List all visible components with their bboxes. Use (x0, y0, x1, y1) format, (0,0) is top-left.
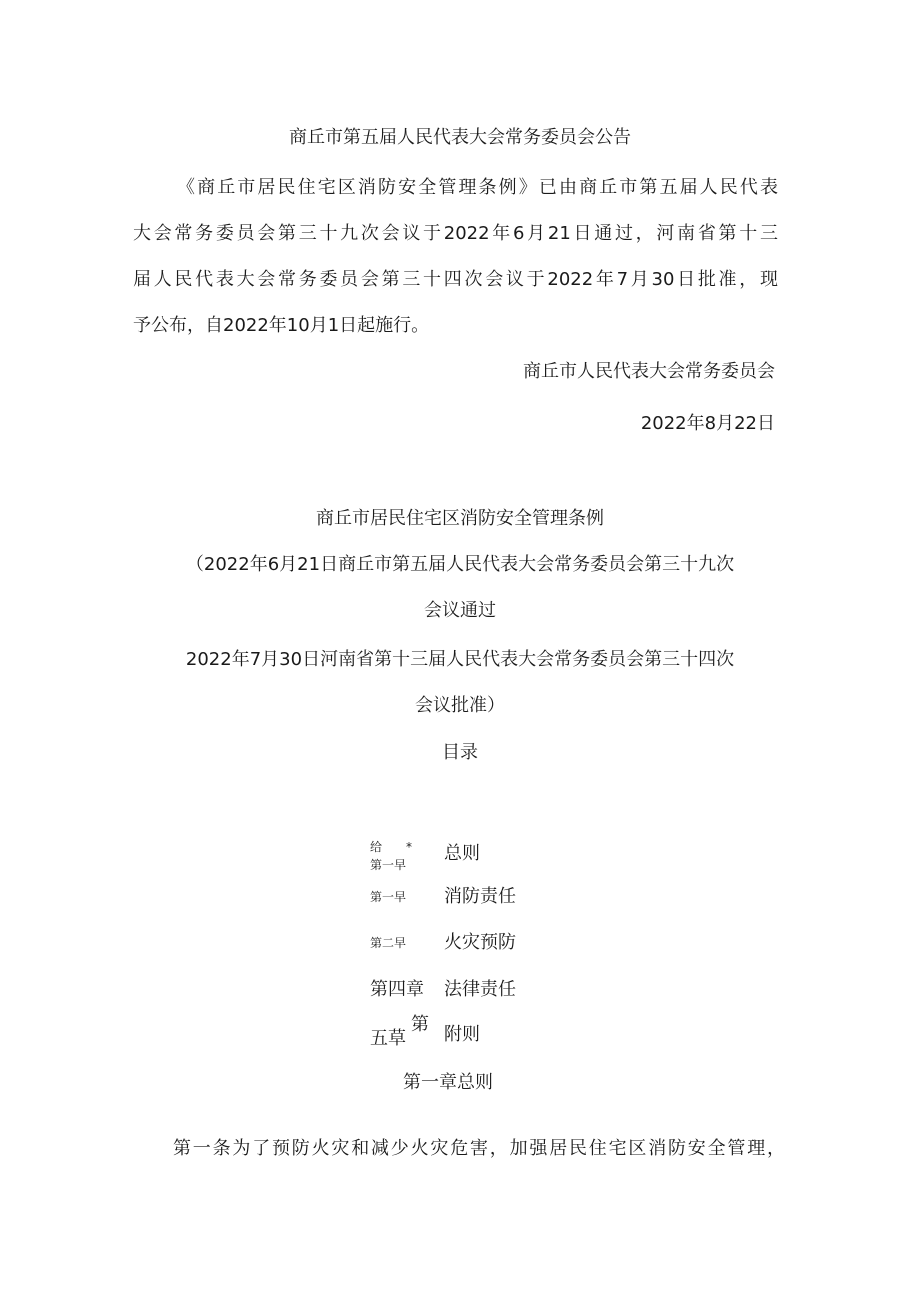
toc-chapter-title: 法律责任 (444, 979, 516, 1000)
toc-chapter-label: 五草 (370, 1028, 406, 1049)
toc-chapter-title: 总则 (444, 843, 480, 864)
toc-chapter-label: 第一早 (370, 890, 407, 904)
announcement-paragraph-line-4: 予公布，自2022年10月1日起施行。 (133, 315, 430, 336)
toc-chapter-top: 第 (411, 1014, 429, 1035)
announcement-title: 商丘市第五届人民代表大会常务委员会公告 (289, 127, 631, 148)
toc-heading: 目录 (442, 742, 478, 763)
announcement-paragraph-line-3: 届人民代表大会常务委员会第三十四次会议于2022年7月30日批准，现 (133, 269, 778, 290)
announcement-paragraph-line-1: 《商丘市居民住宅区消防安全管理条例》已由商丘市第五届人民代表 (177, 177, 778, 198)
toc-chapter-label: 第一早 (370, 858, 407, 872)
announcement-date: 2022年8月22日 (640, 413, 775, 434)
toc-chapter-label: 第四章 (370, 979, 424, 1000)
article-1-first-line: 第一条为了预防火灾和减少火灾危害，加强居民住宅区消防安全管理， (173, 1138, 785, 1159)
toc-chapter-title: 消防责任 (444, 886, 516, 907)
announcement-signature: 商丘市人民代表大会常务委员会 (523, 361, 775, 382)
toc-chapter-title: 附则 (444, 1024, 480, 1045)
toc-chapter-title: 火灾预防 (444, 932, 516, 953)
chapter-heading: 第一章总则 (403, 1072, 493, 1093)
announcement-paragraph-line-2: 大会常务委员会第三十九次会议于2022年6月21日通过，河南省第十三 (133, 223, 778, 244)
regulation-note-line-2: 会议通过 (424, 600, 496, 621)
toc-chapter-top: 给 * (370, 840, 413, 854)
regulation-note-line-3: 2022年7月30日河南省第十三届人民代表大会常务委员会第三十四次 (185, 649, 735, 670)
regulation-note-line-1: （2022年6月21日商丘市第五届人民代表大会常务委员会第三十九次 (185, 554, 735, 575)
regulation-note-line-4: 会议批准） (415, 695, 505, 716)
toc-chapter-label: 第二早 (370, 936, 407, 950)
regulation-title: 商丘市居民住宅区消防安全管理条例 (316, 508, 604, 529)
